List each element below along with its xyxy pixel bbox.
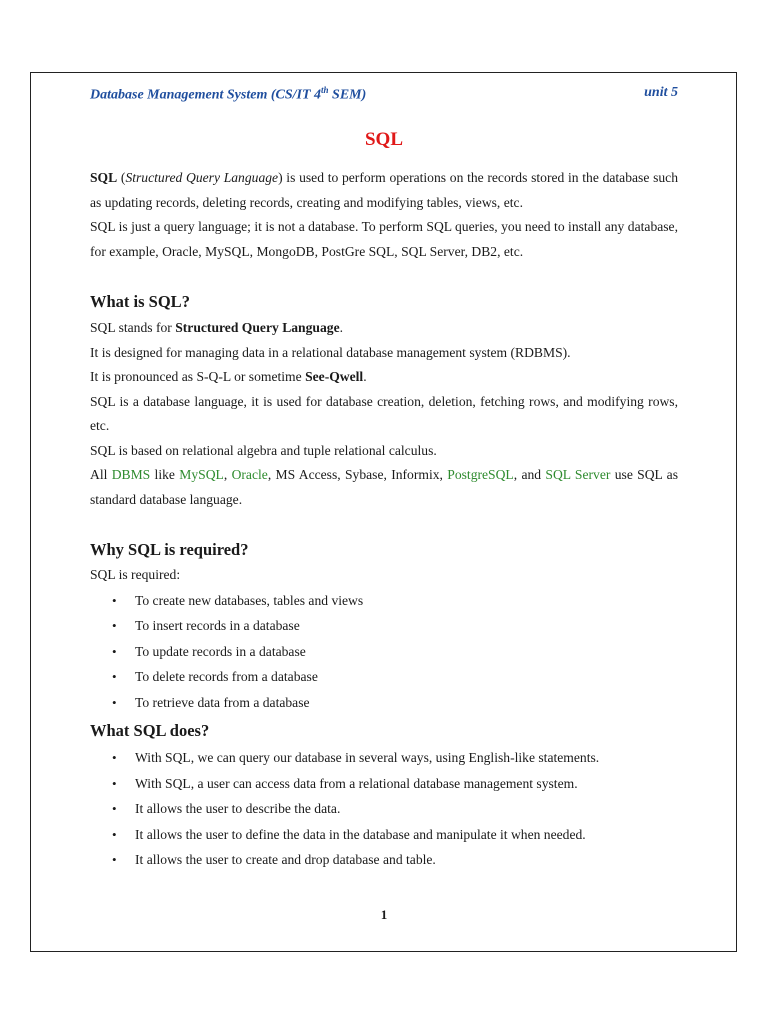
link-dbms[interactable]: DBMS <box>111 467 151 482</box>
bullet-icon: • <box>112 750 117 765</box>
what-is-line-2: It is designed for managing data in a relational database management system (RDBMS). <box>90 344 571 360</box>
intro-paragraph-2: SQL is just a query language; it is not a database. To perform SQL queries, you need to install any database, for example, Oracle, MySQL, MongoDB, PostGre SQL, SQL Server, DB2, etc. <box>90 219 678 259</box>
header-course: Database Management System (CS/IT 4th SEM) <box>90 85 367 103</box>
page-number: 1 <box>380 907 388 922</box>
link-sql-server[interactable]: SQL Server <box>545 467 611 482</box>
list-item: • It allows the user to define the data in the database and manipulate it when needed. <box>90 822 678 848</box>
document-body <box>90 166 678 873</box>
heading-why-sql: Why SQL is required? <box>90 540 249 559</box>
bullet-icon: • <box>112 643 117 659</box>
list-item: • With SQL, a user can access data from a relational database management system. <box>90 771 678 797</box>
why-intro: SQL is required: <box>90 567 181 582</box>
page-title: SQL <box>364 129 404 150</box>
link-postgresql[interactable]: PostgreSQL <box>447 467 514 482</box>
what-is-line-3: It is pronounced as S-Q-L or sometime See-Qwell. <box>90 369 367 384</box>
what-is-line-1: SQL stands for Structured Query Language. <box>90 320 344 335</box>
header-unit: unit 5 <box>644 85 678 100</box>
list-item: • It allows the user to create and drop database and table. <box>90 847 678 873</box>
bullet-icon: • <box>112 826 117 842</box>
bullet-icon: • <box>112 592 117 608</box>
list-item: • To delete records from a database <box>90 664 678 690</box>
heading-what-sql-does: What SQL does? <box>90 721 210 740</box>
list-item: • It allows the user to describe the data. <box>90 796 678 822</box>
link-oracle[interactable]: Oracle <box>231 467 268 482</box>
why-list <box>90 588 678 716</box>
list-item: • To insert records in a database <box>90 613 678 639</box>
what-is-line-6: All DBMS like MySQL, Oracle, MS Access, Sybase, Informix, PostgreSQL, and SQL Server use SQL as standard database language. <box>90 467 678 507</box>
does-list <box>90 745 678 873</box>
bullet-icon: • <box>112 694 117 710</box>
list-item: • To create new databases, tables and views <box>90 588 678 614</box>
heading-what-is-sql: What is SQL? <box>90 292 190 311</box>
page-header <box>90 85 678 104</box>
list-item: • To retrieve data from a database <box>90 690 678 716</box>
bullet-icon: • <box>112 852 117 867</box>
link-mysql[interactable]: MySQL <box>179 467 224 482</box>
what-is-line-4: SQL is a database language, it is used for database creation, deletion, fetching rows, and modifying rows, etc. <box>90 393 678 433</box>
what-is-line-5: SQL is based on relational algebra and tuple relational calculus. <box>90 442 437 458</box>
bullet-icon: • <box>112 618 117 633</box>
bullet-icon: • <box>112 801 117 816</box>
intro-paragraph-1: SQL (Structured Query Language) is used to perform operations on the records stored in the database such as updating records, deleting records, creating and modifying tables, views, etc. <box>90 170 678 210</box>
list-item: • With SQL, we can query our database in several ways, using English-like statements. <box>90 745 678 771</box>
bullet-icon: • <box>112 669 117 684</box>
bullet-icon: • <box>112 775 117 791</box>
list-item: • To update records in a database <box>90 639 678 665</box>
